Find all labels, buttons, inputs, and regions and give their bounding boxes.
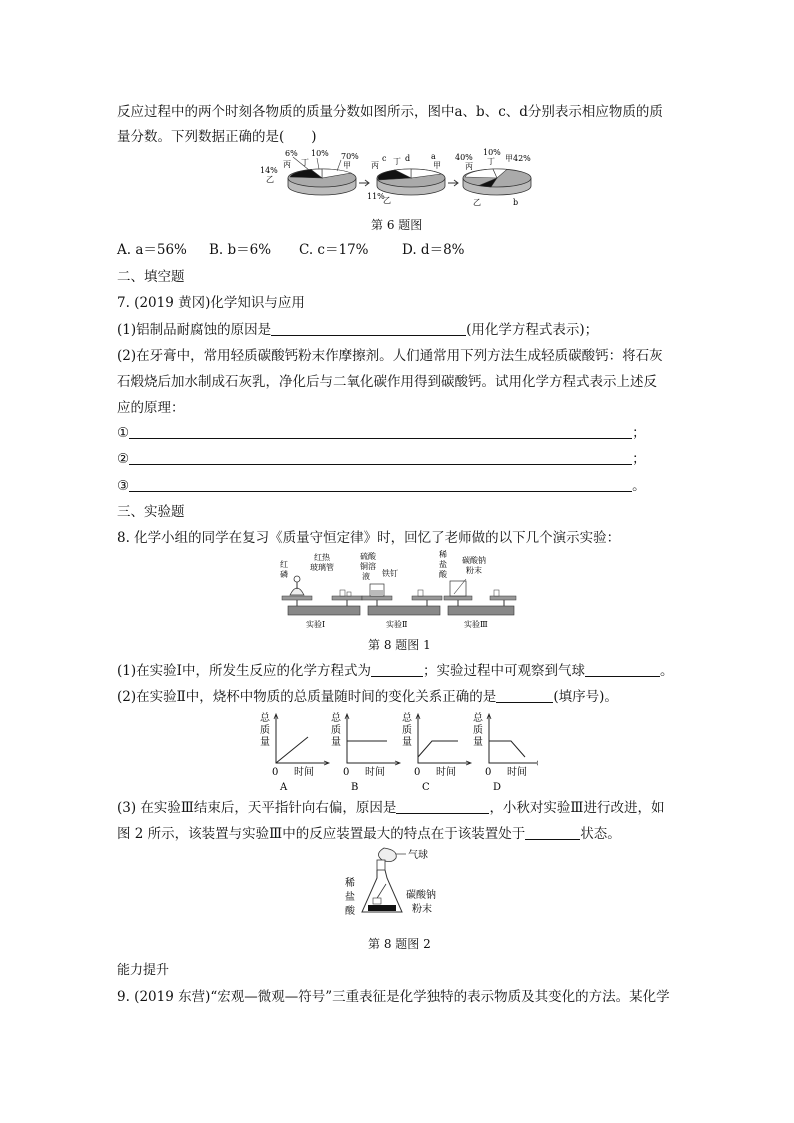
q6-stem-line2: 量分数。下列数据正确的是( ) — [117, 129, 317, 145]
graph-axes — [489, 715, 538, 763]
pie2-label: 甲 — [433, 161, 441, 170]
graph-xlabel: 时间 — [365, 767, 385, 778]
exp3-label: 碳酸钠 — [462, 556, 486, 565]
answer-blank[interactable] — [129, 424, 632, 439]
graph-origin: 0 — [485, 767, 492, 778]
q7-blank-row-2 — [117, 449, 646, 469]
q8-stem: 8. 化学小组的同学在复习《质量守恒定律》时，回忆了老师做的以下几个演示实验： — [117, 530, 621, 546]
graph-ylabel: 总 — [402, 713, 412, 724]
graph-ylabel: 量 — [260, 737, 270, 748]
option-b[interactable]: B. b＝6% — [209, 242, 272, 258]
exp3-label: 盐 — [439, 560, 447, 569]
pie3-label: b — [513, 198, 519, 207]
ability-heading: 能力提升 — [117, 963, 170, 978]
q7-blank-row-1 — [117, 423, 646, 443]
graph-letter: A — [280, 782, 288, 791]
q6-figure-caption: 第 6 题图 — [371, 218, 423, 232]
exp1-label: 红热 — [314, 553, 330, 562]
section-fill-blank: 二、填空题 — [117, 269, 185, 285]
graph-ylabel: 量 — [402, 737, 412, 748]
answer-blank[interactable] — [585, 662, 660, 677]
q6-pie-figure — [255, 148, 550, 210]
q7-p1-post: (用化学方程式表示)； — [466, 322, 599, 338]
q8-p3-text: (3) 在实验Ⅲ结束后，天平指针向右偏，原因是 — [117, 800, 397, 816]
q8-p1-text: (1)在实验Ⅰ中，所发生反应的化学方程式为 — [117, 663, 371, 679]
blank-end: ； — [632, 451, 646, 467]
graph-curve — [418, 741, 458, 757]
blank-number: ② — [117, 451, 130, 467]
pie2-label: 丙 — [371, 161, 379, 170]
exp2-name: 实验Ⅱ — [386, 620, 408, 629]
q7-p1-text: (1)铝制品耐腐蚀的原因是 — [117, 322, 272, 338]
arrow-icon — [359, 180, 369, 186]
section-experiment: 三、实验题 — [117, 504, 185, 520]
graph-ylabel: 质 — [331, 725, 341, 736]
q8-fig1-caption: 第 8 题图 1 — [368, 638, 431, 652]
graph-ylabel: 量 — [331, 737, 341, 748]
pie2-label: 丁 — [393, 157, 401, 166]
q8-part3-line2 — [117, 824, 621, 844]
q7-part2-line3: 应的原理： — [117, 400, 185, 416]
pie1-label: 丙 — [283, 160, 291, 169]
answer-blank[interactable] — [496, 688, 553, 703]
graph-xlabel: 时间 — [436, 767, 456, 778]
q8-part1 — [117, 661, 673, 681]
pie2-label: 乙 — [383, 196, 391, 205]
q7-part2-line2: 石煅烧后加水制成石灰乳，净化后与二氧化碳作用得到碳酸钙。试用化学方程式表示上述反 — [117, 374, 657, 390]
answer-blank[interactable] — [525, 825, 580, 840]
graph-option-d[interactable] — [473, 711, 538, 791]
fig2-label: 气球 — [408, 850, 428, 861]
exp3-label: 酸 — [439, 570, 447, 579]
pie-chart-2 — [367, 152, 445, 205]
pie3-label: 乙 — [473, 198, 481, 207]
exp2-label: 液 — [362, 572, 370, 581]
pie3-label: 甲42% — [505, 154, 531, 163]
q8-p1-end: 。 — [659, 663, 674, 679]
q8-part3-line1 — [117, 798, 664, 818]
graph-ylabel: 总 — [260, 713, 270, 724]
pie3-label: 丙 — [465, 162, 473, 171]
exp2-label: 硫酸 — [360, 552, 376, 561]
graph-origin: 0 — [414, 767, 421, 778]
q8-figure-2 — [340, 846, 470, 926]
q8-p3-text2: 图 2 所示，该装置与实验Ⅲ中的反应装置最大的特点在于该装置处于 — [117, 826, 526, 842]
exp3-name: 实验Ⅲ — [464, 620, 488, 629]
pie2-label: 11% — [367, 192, 385, 201]
blank-number: ③ — [117, 478, 130, 494]
experiment-2-balance — [360, 551, 442, 629]
blank-end: 。 — [632, 478, 646, 494]
pie1-label: 6% — [285, 149, 298, 158]
fig2-label: 酸 — [345, 906, 355, 917]
q8-p3-post: ，小秋对实验Ⅲ进行改进，如 — [489, 800, 665, 816]
pie1-label: 14% — [260, 166, 278, 175]
pie3-label: 10% — [483, 148, 501, 157]
pie2-label: d — [405, 154, 411, 163]
graph-origin: 0 — [343, 767, 350, 778]
q8-part2 — [117, 687, 618, 707]
graph-ylabel: 质 — [260, 725, 270, 736]
q6-options — [117, 240, 464, 260]
graph-xlabel: 时间 — [294, 767, 314, 778]
graph-axes — [347, 715, 399, 763]
graph-ylabel: 总 — [473, 713, 483, 724]
q8-p2-post: (填序号)。 — [553, 689, 618, 705]
answer-blank[interactable] — [129, 477, 632, 492]
exp1-label: 玻璃管 — [310, 563, 334, 572]
graph-option-c[interactable] — [402, 711, 471, 791]
exp3-label: 稀 — [439, 550, 447, 559]
graph-origin: 0 — [272, 767, 279, 778]
q7-part2-line1: (2)在牙膏中，常用轻质碳酸钙粉末作摩擦剂。人们通常用下列方法生成轻质碳酸钙：将石灰 — [117, 348, 663, 364]
pie3-label: 丁 — [487, 157, 495, 166]
q7-part1 — [117, 320, 598, 340]
arrow-icon — [448, 180, 458, 186]
graph-curve — [276, 737, 308, 763]
q7-blank-row-3 — [117, 476, 646, 496]
pie-chart-3 — [455, 148, 531, 207]
pie1-label: 甲 — [343, 161, 351, 170]
q9-stem: 9. (2019 东营)“宏观—微观—符号”三重表征是化学独特的表示物质及其变化的方法。某化学 — [117, 989, 670, 1005]
option-a[interactable]: A. a＝56% — [117, 242, 187, 258]
exp2-label: 铜溶 — [360, 562, 376, 571]
pie-chart-1 — [260, 149, 359, 195]
graph-letter: D — [493, 782, 502, 791]
fig2-label: 盐 — [345, 892, 355, 903]
exp1-label: 红 — [280, 560, 288, 569]
pie3-label: 40% — [455, 153, 473, 162]
answer-blank[interactable] — [396, 799, 489, 814]
q8-p2-text: (2)在实验Ⅱ中，烧杯中物质的总质量随时间的变化关系正确的是 — [117, 689, 497, 705]
q6-stem-line1: 反应过程中的两个时刻各物质的质量分数如图所示，图中a、b、c、d分别表示相应物质的质 — [117, 104, 663, 120]
pie1-label: 乙 — [266, 175, 274, 184]
option-c[interactable]: C. c＝17% — [299, 242, 369, 258]
answer-blank[interactable] — [129, 450, 632, 465]
experiment-1-balance — [280, 552, 362, 629]
option-d[interactable]: D. d＝8% — [402, 242, 465, 258]
balloon-icon — [378, 848, 396, 862]
blank-end: ； — [632, 425, 646, 441]
fig2-label: 稀 — [345, 878, 355, 889]
graph-xlabel: 时间 — [507, 767, 527, 778]
graph-ylabel: 量 — [473, 737, 483, 748]
answer-blank[interactable] — [371, 662, 423, 677]
exp1-label: 磷 — [280, 570, 288, 579]
q7-title: 7. (2019 黄冈)化学知识与应用 — [117, 295, 305, 311]
experiment-3-balance — [439, 549, 516, 629]
pie2-label: c — [382, 154, 387, 163]
graph-letter: C — [422, 782, 430, 791]
exp3-label: 粉末 — [466, 566, 482, 575]
answer-blank[interactable] — [271, 321, 466, 336]
graph-ylabel: 质 — [402, 725, 412, 736]
pie1-label: 10% — [311, 149, 329, 158]
graph-curve — [489, 741, 525, 757]
fig2-label: 碳酸钠 — [406, 890, 436, 901]
blank-number: ① — [117, 425, 130, 441]
q8-p3-end: 状态。 — [580, 826, 621, 842]
fig2-label: 粉末 — [412, 904, 432, 915]
exp2-label: 铁钉 — [382, 569, 398, 578]
graph-axes — [276, 715, 328, 763]
graph-letter: B — [351, 782, 359, 791]
q8-fig2-caption: 第 8 题图 2 — [368, 937, 431, 951]
pie2-label: a — [431, 152, 436, 161]
graph-option-a[interactable] — [260, 711, 329, 791]
q8-figure-1 — [278, 549, 518, 631]
pie1-label: 70% — [341, 152, 359, 161]
graph-ylabel: 质 — [473, 725, 483, 736]
graph-ylabel: 总 — [331, 713, 341, 724]
q8-p1-mid: ；实验过程中可观察到气球 — [422, 663, 585, 679]
graph-option-b[interactable] — [331, 711, 400, 791]
pie1-label: 丁 — [301, 158, 309, 167]
q8-graphs — [258, 711, 538, 791]
graph-axes — [418, 715, 470, 763]
exp1-name: 实验Ⅰ — [306, 620, 326, 629]
